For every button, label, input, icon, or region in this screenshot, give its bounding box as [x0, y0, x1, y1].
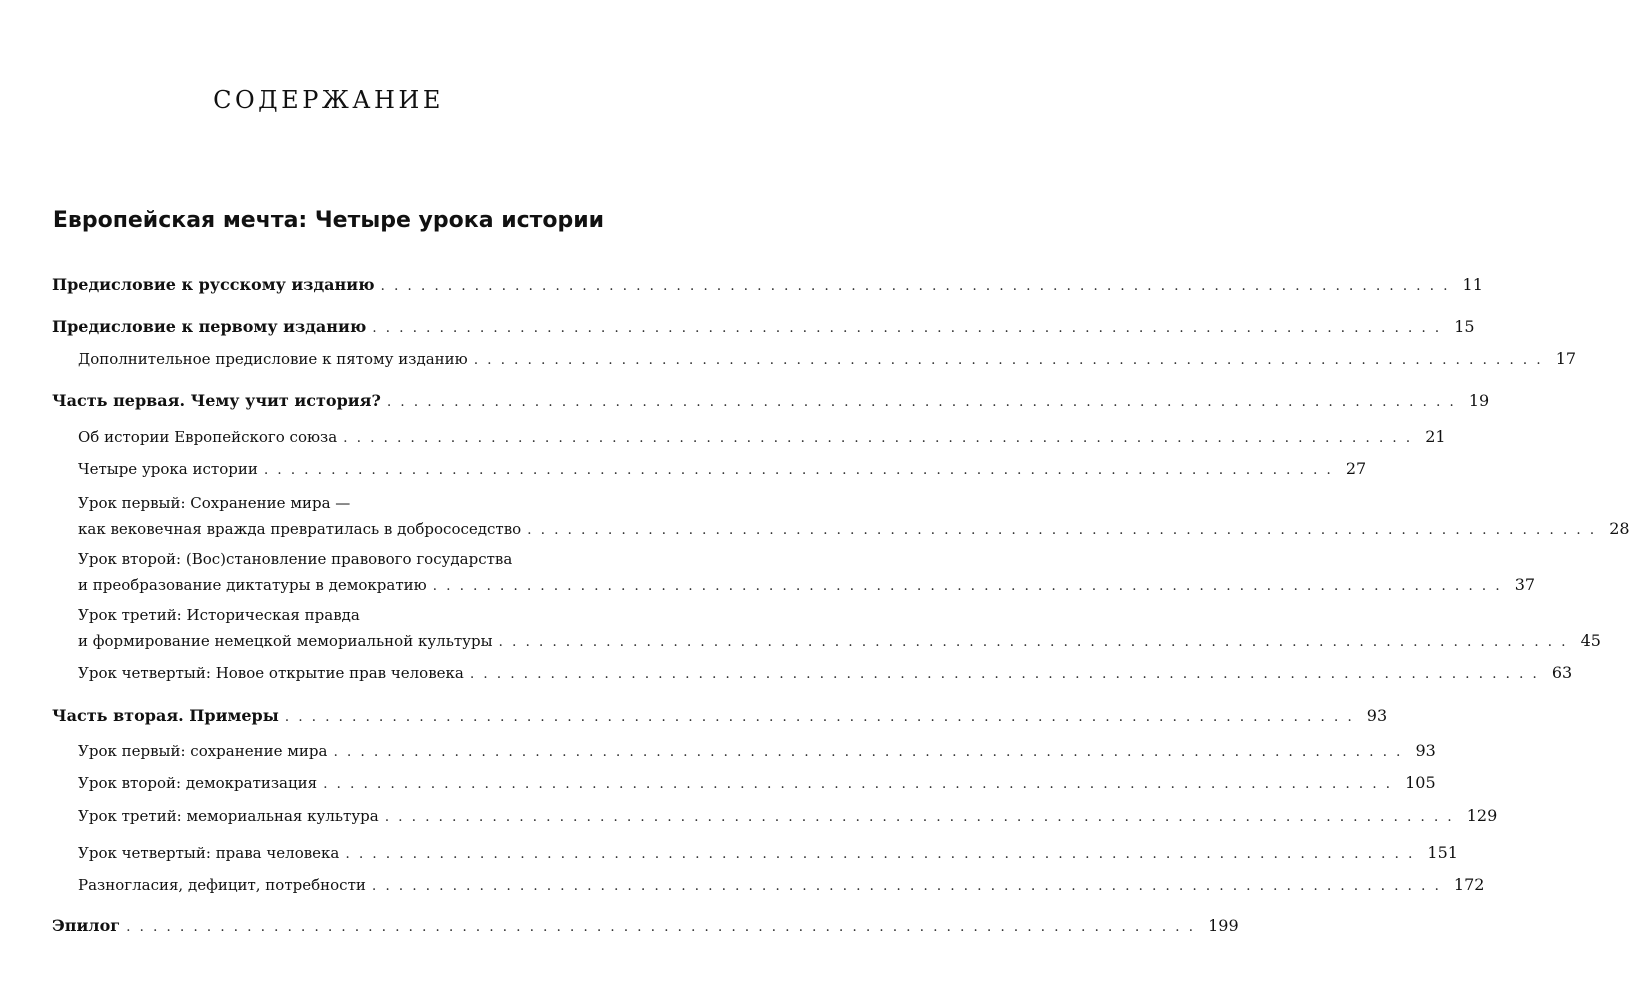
- page-number: 63: [1551, 663, 1573, 682]
- page-number: 19: [1468, 391, 1490, 410]
- toc-entry-title-line: Урок первый: Сохранение мира —: [78, 494, 351, 512]
- toc-entry-title: Эпилог: [52, 916, 121, 935]
- page-number: 93: [1415, 741, 1436, 760]
- toc-entry: [52, 314, 1475, 340]
- toc-entry: [52, 913, 1239, 939]
- dot-leader: ................................................................................: [284, 709, 1361, 725]
- dot-leader: ................................................................................: [333, 744, 1410, 760]
- page-number: 129: [1466, 806, 1498, 825]
- dot-leader: ................................................................................: [323, 776, 1400, 792]
- toc-entry-title: и преобразование диктатуры в демократию: [78, 576, 427, 594]
- page-number: 93: [1366, 706, 1388, 725]
- toc-entry-title: Разногласия, дефицит, потребности: [78, 876, 366, 894]
- toc-entry: [52, 703, 1388, 729]
- dot-leader: ................................................................................: [498, 634, 1575, 650]
- page-number: 199: [1208, 916, 1239, 935]
- page-number: 21: [1425, 427, 1446, 446]
- dot-leader: ................................................................................: [384, 809, 1461, 825]
- dot-leader: ................................................................................: [527, 522, 1604, 538]
- toc-entry-title: Дополнительное предисловие к пятому изданию: [78, 350, 468, 368]
- toc-entry: [78, 490, 1630, 542]
- page-number: 15: [1454, 317, 1475, 336]
- toc-entry-title: Предисловие к первому изданию: [52, 317, 367, 336]
- dot-leader: ................................................................................: [343, 430, 1420, 446]
- toc-entry: [78, 424, 1446, 450]
- page-heading: СОДЕРЖАНИЕ: [213, 86, 444, 114]
- dot-leader: ................................................................................: [345, 846, 1422, 862]
- toc-entry: [78, 456, 1367, 482]
- dot-leader: ................................................................................: [380, 278, 1457, 294]
- page-number: 151: [1427, 843, 1458, 862]
- toc-entry-title: как вековечная вражда превратилась в добрососедство: [78, 520, 522, 538]
- dot-leader: ................................................................................: [386, 394, 1463, 410]
- toc-entry-title-line: Урок второй: (Вос)становление правового государства: [78, 550, 513, 568]
- page-number: 17: [1555, 349, 1577, 368]
- toc-entry-title: Предисловие к русскому изданию: [52, 275, 375, 294]
- page-number: 28: [1609, 519, 1630, 538]
- toc-entry: [78, 546, 1536, 598]
- dot-leader: ................................................................................: [469, 666, 1546, 682]
- toc-entry-title: и формирование немецкой мемориальной культуры: [78, 632, 493, 650]
- dot-leader: ................................................................................: [371, 878, 1448, 894]
- toc-entry: [78, 660, 1573, 686]
- toc-entry: [78, 872, 1485, 898]
- page-number: 105: [1405, 773, 1436, 792]
- page-number: 37: [1514, 575, 1536, 594]
- page-number: 172: [1453, 875, 1485, 894]
- page-number: 45: [1580, 631, 1601, 650]
- page-number: 11: [1462, 275, 1483, 294]
- toc-entry: [52, 388, 1490, 414]
- dot-leader: ................................................................................: [263, 462, 1340, 478]
- toc-entry-title: Урок второй: демократизация: [78, 774, 318, 792]
- dot-leader: ................................................................................: [473, 352, 1550, 368]
- book-title: Европейская мечта: Четыре урока истории: [52, 208, 605, 233]
- dot-leader: ................................................................................: [372, 320, 1449, 336]
- toc-entry: [78, 840, 1458, 866]
- toc-entry: [78, 346, 1577, 372]
- toc-entry-title: Четыре урока истории: [78, 460, 258, 478]
- toc-entry: [78, 738, 1436, 764]
- toc-entry-title-line: Урок третий: Историческая правда: [78, 606, 360, 624]
- toc-entry: [78, 803, 1498, 829]
- toc-entry-title: Урок первый: сохранение мира: [78, 742, 328, 760]
- toc-entry-title: Часть первая. Чему учит история?: [52, 391, 381, 410]
- toc-entry-title: Об истории Европейского союза: [78, 428, 338, 446]
- dot-leader: ................................................................................: [432, 578, 1509, 594]
- toc-entry-title: Урок третий: мемориальная культура: [78, 807, 379, 825]
- toc-entry: [78, 770, 1436, 796]
- dot-leader: ................................................................................: [126, 919, 1203, 935]
- toc-entry: [78, 602, 1601, 654]
- toc-entry: [52, 272, 1483, 298]
- toc-entry-title: Урок четвертый: права человека: [78, 844, 340, 862]
- toc-entry-title: Урок четвертый: Новое открытие прав человека: [78, 664, 464, 682]
- toc-entry-title: Часть вторая. Примеры: [52, 706, 279, 725]
- page-number: 27: [1345, 459, 1367, 478]
